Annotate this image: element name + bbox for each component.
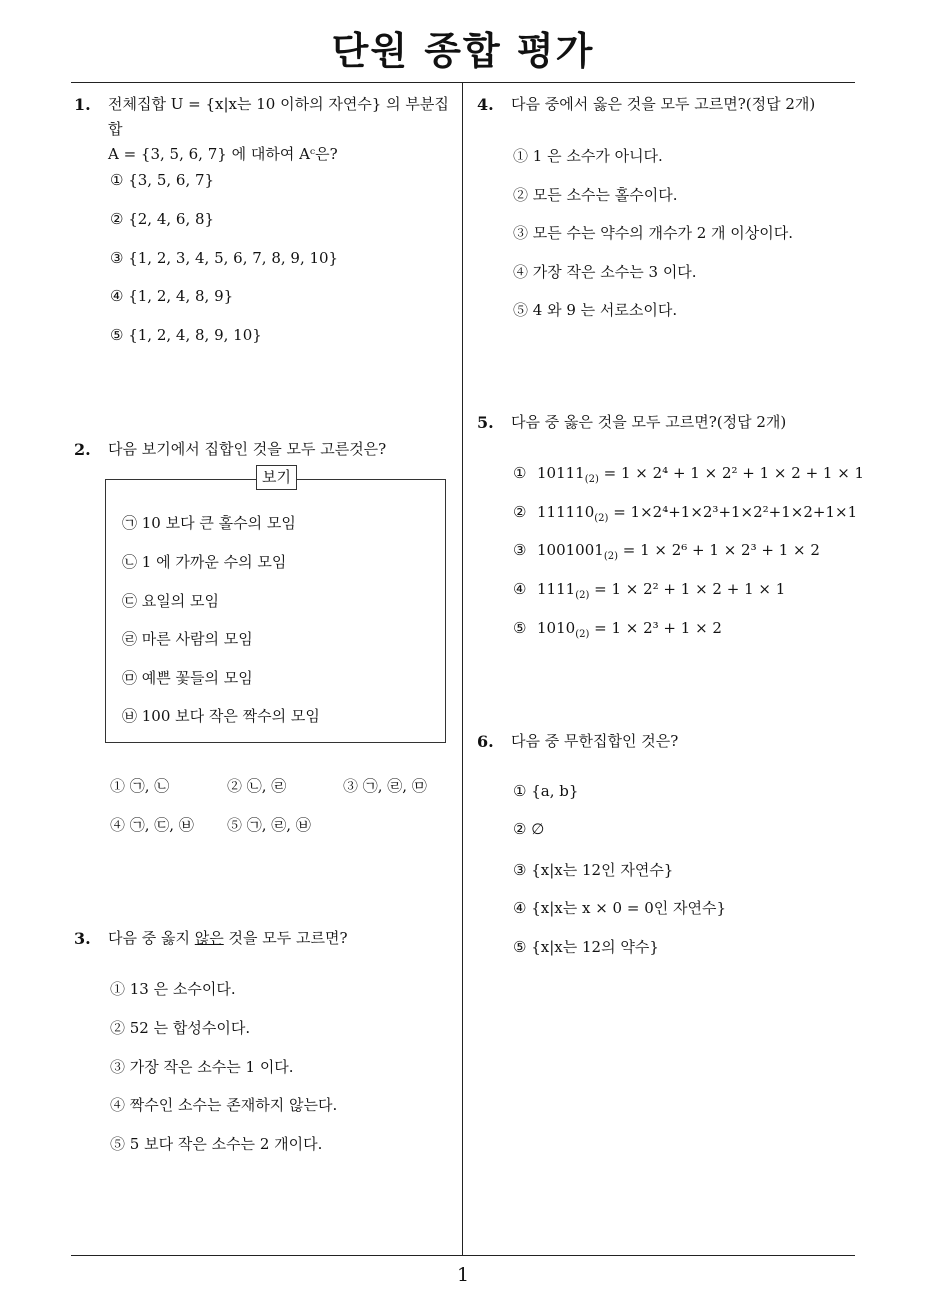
binary-number: 1001001 [537, 541, 604, 559]
answer-option[interactable]: ⑤ {1, 2, 4, 8, 9, 10} [110, 326, 262, 344]
answer-option[interactable] [513, 541, 820, 562]
answer-option[interactable]: ③ 모든 수는 약수의 개수가 2 개 이상이다. [513, 224, 794, 242]
answer-option[interactable]: ② ∅ [513, 820, 545, 838]
option-mark: ④ [513, 580, 527, 598]
question-text: 다음 중 옳은 것을 모두 고르면?(정답 2개) [511, 413, 787, 431]
answer-option[interactable] [513, 580, 785, 601]
answer-option[interactable]: ⑤ 4 와 9 는 서로소이다. [513, 301, 678, 319]
question-5 [477, 410, 852, 435]
binary-number: 1010 [537, 619, 576, 637]
top-rule [71, 82, 855, 83]
bogi-item: ㉢ 요일의 모임 [122, 592, 219, 610]
option-mark: ③ [513, 541, 527, 559]
option-mark: ① [513, 464, 527, 482]
question-number: 1. [74, 95, 91, 114]
question-number: 2. [74, 440, 91, 459]
answer-option[interactable]: ② {2, 4, 6, 8} [110, 210, 215, 228]
answer-option[interactable]: ② ㉡, ㉣ [227, 777, 287, 795]
expansion: = 1 × 2⁶ + 1 × 2³ + 1 × 2 [617, 541, 820, 559]
bogi-item: ㉣ 마른 사람의 모임 [122, 630, 253, 648]
answer-option[interactable]: ④ ㉠, ㉢, ㉥ [110, 816, 194, 834]
answer-option[interactable]: ① 1 은 소수가 아니다. [513, 147, 663, 165]
question-2 [74, 437, 459, 462]
answer-option[interactable] [513, 464, 864, 485]
answer-option[interactable]: ⑤ 5 보다 작은 소수는 2 개이다. [110, 1135, 323, 1153]
question-text-line: A = {3, 5, 6, 7} 에 대하여 Aᶜ은? [108, 145, 338, 163]
question-text: 다음 보기에서 집합인 것을 모두 고른것은? [108, 440, 387, 458]
question-text [108, 926, 459, 951]
binary-number: 111110 [537, 503, 595, 521]
answer-option[interactable]: ④ 짝수인 소수는 존재하지 않는다. [110, 1096, 338, 1114]
expansion: = 1×2⁴+1×2³+1×2²+1×2+1×1 [608, 503, 858, 521]
answer-option[interactable]: ③ 가장 작은 소수는 1 이다. [110, 1058, 294, 1076]
question-number: 4. [477, 95, 494, 114]
answer-option[interactable]: ④ {1, 2, 4, 8, 9} [110, 287, 234, 305]
answer-option[interactable]: ① {3, 5, 6, 7} [110, 171, 215, 189]
answer-option[interactable]: ② 52 는 합성수이다. [110, 1019, 251, 1037]
answer-option[interactable]: ③ {x|x는 12인 자연수} [513, 861, 674, 879]
option-mark: ⑤ [513, 619, 527, 637]
answer-option[interactable]: ① {a, b} [513, 782, 579, 800]
expansion: = 1 × 2³ + 1 × 2 [589, 619, 722, 637]
page-title: 단원 종합 평가 [331, 29, 595, 73]
answer-option[interactable]: ④ {x|x는 x × 0 = 0인 자연수} [513, 899, 727, 917]
base-subscript: (2) [594, 513, 609, 524]
question-6 [477, 729, 852, 754]
answer-option[interactable]: ③ ㉠, ㉣, ㉤ [343, 777, 427, 795]
binary-number: 1111 [537, 580, 576, 598]
page-number: 1 [456, 1264, 470, 1286]
question-text: 다음 중에서 옳은 것을 모두 고르면?(정답 2개) [511, 95, 816, 113]
question-text-part: 다음 중 옳지 [108, 929, 195, 947]
base-subscript: (2) [603, 551, 618, 562]
bogi-item: ㉥ 100 보다 작은 짝수의 모임 [122, 707, 320, 725]
question-text: 다음 중 무한집합인 것은? [511, 732, 679, 750]
answer-option[interactable]: ③ {1, 2, 3, 4, 5, 6, 7, 8, 9, 10} [110, 249, 339, 267]
binary-number: 10111 [537, 464, 585, 482]
base-subscript: (2) [584, 474, 599, 485]
underlined-emphasis: 않은 [194, 929, 224, 947]
answer-option[interactable] [513, 503, 857, 524]
bogi-label: 보기 [256, 465, 297, 490]
base-subscript: (2) [575, 629, 590, 640]
question-1 [74, 92, 459, 167]
answer-option[interactable]: ⑤ {x|x는 12의 약수} [513, 938, 659, 956]
question-3 [74, 926, 459, 951]
base-subscript: (2) [575, 590, 590, 601]
bogi-item: ㉠ 10 보다 큰 홀수의 모임 [122, 514, 296, 532]
column-divider [462, 83, 463, 1256]
question-number: 5. [477, 413, 494, 432]
bottom-rule [71, 1255, 855, 1256]
question-number: 3. [74, 929, 91, 948]
answer-option[interactable]: ④ 가장 작은 소수는 3 이다. [513, 263, 697, 281]
bogi-item: ㉡ 1 에 가까운 수의 모임 [122, 553, 287, 571]
expansion: = 1 × 2² + 1 × 2 + 1 × 1 [589, 580, 786, 598]
question-number: 6. [477, 732, 494, 751]
question-text-line: 전체집합 U = {x|x는 10 이하의 자연수} 의 부분집합 [108, 95, 449, 138]
bogi-item: ㉤ 예쁜 꽃들의 모임 [122, 669, 253, 687]
question-4 [477, 92, 852, 117]
question-text-part: 것을 모두 고르면? [223, 929, 348, 947]
answer-option[interactable] [513, 619, 722, 640]
answer-option[interactable]: ② 모든 소수는 홀수이다. [513, 186, 678, 204]
expansion: = 1 × 2⁴ + 1 × 2² + 1 × 2 + 1 × 1 [598, 464, 865, 482]
answer-option[interactable]: ① 13 은 소수이다. [110, 980, 236, 998]
answer-option[interactable]: ① ㉠, ㉡ [110, 777, 170, 795]
answer-option[interactable]: ⑤ ㉠, ㉣, ㉥ [227, 816, 311, 834]
option-mark: ② [513, 503, 527, 521]
